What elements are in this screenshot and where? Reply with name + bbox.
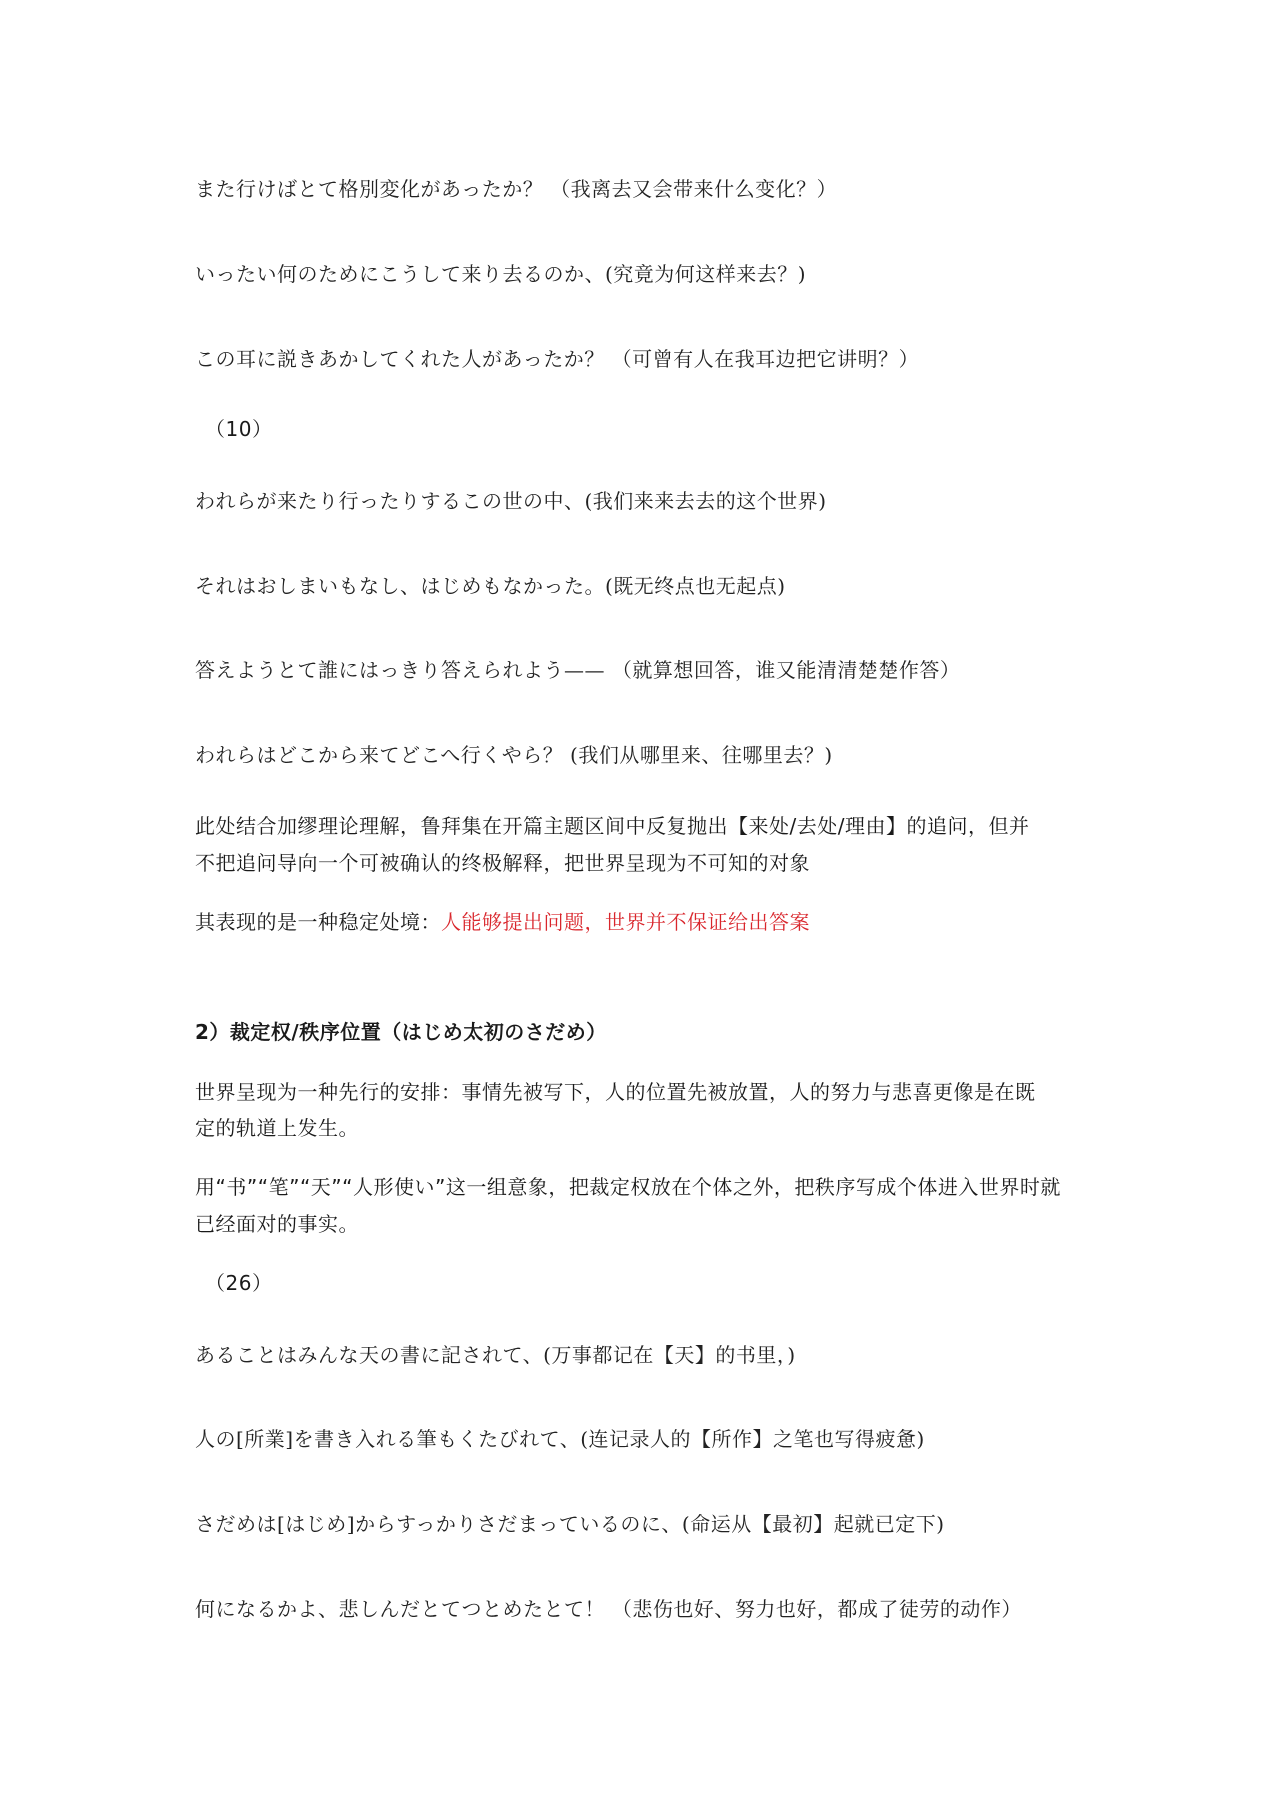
poem-line: さだめは[はじめ]からすっかりさだまっているのに、(命运从【最初】起就已定下) — [195, 1512, 945, 1536]
analysis-prefix: 其表现的是一种稳定处境： — [195, 910, 441, 934]
analysis-text-line: 不把追问导向一个可被确认的终极解释，把世界呈现为不可知的对象 — [195, 851, 810, 875]
poem-line: 人の[所業]を書き入れる筆もくたびれて、(连记录人的【所作】之笔也写得疲惫) — [195, 1427, 925, 1451]
poem-line: あることはみんな天の書に記されて、(万事都记在【天】的书里，) — [195, 1343, 796, 1367]
section-text-line: 定的轨道上发生。 — [195, 1116, 359, 1140]
highlighted-conclusion: 人能够提出问题，世界并不保证给出答案 — [441, 910, 810, 934]
section-text-line: 已经面对的事实。 — [195, 1212, 359, 1236]
verse-number: （10） — [205, 417, 273, 441]
analysis-text-line: 此处结合加缪理论理解，鲁拜集在开篇主题区间中反复抛出【来处/去处/理由】的追问，但并 — [195, 814, 1030, 838]
poem-line: 何になるかよ、悲しんだとてつとめたとて！ （悲伤也好、努力也好，都成了徒劳的动作） — [195, 1597, 1022, 1621]
section-text-line: 世界呈现为一种先行的安排：事情先被写下，人的位置先被放置，人的努力与悲喜更像是在既 — [195, 1080, 1036, 1104]
poem-line: また行けばとて格別変化があったか？ （我离去又会带来什么变化？） — [195, 177, 838, 201]
section-heading: 2）裁定权/秩序位置（はじめ太初のさだめ） — [195, 1020, 607, 1044]
verse-number: （26） — [205, 1271, 273, 1295]
poem-line: われらはどこから来てどこへ行くやら？ (我们从哪里来、往哪里去？) — [195, 743, 833, 767]
analysis-text-line — [195, 907, 810, 937]
poem-line: この耳に説きあかしてくれた人があったか？ （可曾有人在我耳边把它讲明？） — [195, 347, 920, 371]
poem-line: それはおしまいもなし、はじめもなかった。(既无终点也无起点) — [195, 574, 786, 598]
poem-line: われらが来たり行ったりするこの世の中、(我们来来去去的这个世界) — [195, 489, 827, 513]
poem-line: いったい何のためにこうして来り去るのか、(究竟为何这样来去？) — [195, 262, 807, 286]
section-text-line: 用“书”“笔”“天”“人形使い”这一组意象，把裁定权放在个体之外，把秩序写成个体进入世界时就 — [195, 1175, 1061, 1199]
poem-line: 答えようとて誰にはっきり答えられよう—— （就算想回答，谁又能清清楚楚作答） — [195, 658, 961, 682]
